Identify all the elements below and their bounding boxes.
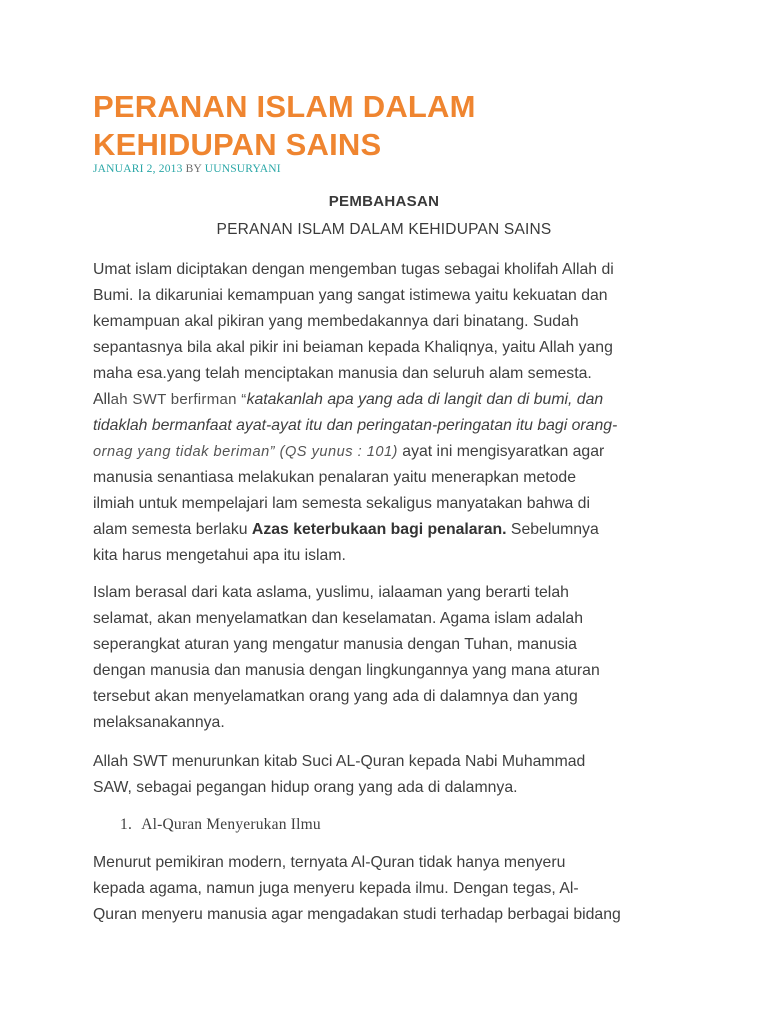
p2-line: seperangkat aturan yang mengatur manusia dengan Tuhan, manusia <box>93 636 577 653</box>
p1-line: maha esa.yang telah menciptakan manusia dan seluruh alam semesta. <box>93 365 592 382</box>
p1-line: Bumi. Ia dikaruniai kemampuan yang sangat istimewa yaitu kekuatan dan <box>93 287 608 304</box>
p2-line: Islam berasal dari kata aslama, yuslimu, ialaaman yang berarti telah <box>93 584 569 601</box>
paragraph-3 <box>93 749 683 801</box>
post-date-link[interactable]: JANUARI 2, 2013 <box>93 163 183 175</box>
post-meta <box>93 163 281 175</box>
section-subheading: PERANAN ISLAM DALAM KEHIDUPAN SAINS <box>216 221 552 238</box>
p1-line: kita harus mengetahui apa itu islam. <box>93 547 346 564</box>
post-author-link[interactable]: UUNSURYANI <box>204 163 281 175</box>
p1-line: ilmiah untuk mempelajari lam semesta sekaligus manyatakan bahwa di <box>93 495 590 512</box>
p1-line-text: alam semesta berlaku <box>93 521 252 538</box>
list-number: 1. <box>120 816 133 833</box>
quran-quote: katakanlah apa yang ada di langit dan di bumi, dan <box>246 391 604 408</box>
p1-line: sepantasnya bila akal pikir ini beiaman kepada Khaliqnya, yaitu Allah yang <box>93 339 613 356</box>
p1-line: kemampuan akal pikiran yang membedakannya dari binatang. Sudah <box>93 313 579 330</box>
p4-line: kepada agama, namun juga menyeru kepada ilmu. Dengan tegas, Al- <box>93 880 579 897</box>
p2-line: selamat, akan menyelamatkan dan keselamatan. Agama islam adalah <box>93 610 583 627</box>
section-heading: PEMBAHASAN <box>328 193 440 210</box>
p1-line-text: Sebelumnya <box>506 521 599 538</box>
p2-line: tersebut akan menyelamatkan orang yang ada di dalamnya dan yang <box>93 688 578 705</box>
p4-line: Menurut pemikiran modern, ternyata Al-Quran tidak hanya menyeru <box>93 854 566 871</box>
p2-line: melaksanakannya. <box>93 714 225 731</box>
paragraph-4 <box>93 850 683 928</box>
quran-quote: tidaklah bermanfaat ayat-ayat itu dan peringatan-peringatan itu bagi orang- <box>93 417 618 434</box>
quran-citation: ornag yang tidak beriman” (QS yunus : 101) <box>93 444 398 460</box>
post-title[interactable] <box>93 88 653 164</box>
p1-line-text: All <box>93 391 111 408</box>
list-label: Al-Quran Menyerukan Ilmu <box>141 816 321 833</box>
p1-line: manusia senantiasa melakukan penalaran yaitu menerapkan metode <box>93 469 576 486</box>
p4-line: Quran menyeru manusia agar mengadakan studi terhadap berbagai bidang <box>93 906 621 923</box>
post-by-label: BY <box>185 163 202 175</box>
post-title-line-2[interactable]: KEHIDUPAN SAINS <box>93 127 382 162</box>
p3-line: SAW, sebagai pegangan hidup orang yang ada di dalamnya. <box>93 779 518 796</box>
p2-line: dengan manusia dan manusia dengan lingkungannya yang mana aturan <box>93 662 600 679</box>
p3-line: Allah SWT menurunkan kitab Suci AL-Quran kepada Nabi Muhammad <box>93 753 586 770</box>
p1-line-text: ah SWT berfirman “ <box>110 391 247 408</box>
bold-phrase: Azas keterbukaan bagi penalaran. <box>251 521 507 538</box>
paragraph-1 <box>93 257 683 569</box>
p1-line: Umat islam diciptakan dengan mengemban tugas sebagai kholifah Allah di <box>93 261 614 278</box>
list-item <box>120 816 321 834</box>
paragraph-2 <box>93 580 683 736</box>
p1-line-text: ayat ini mengisyaratkan agar <box>397 443 605 460</box>
post-title-line-1[interactable]: PERANAN ISLAM DALAM <box>93 89 476 124</box>
